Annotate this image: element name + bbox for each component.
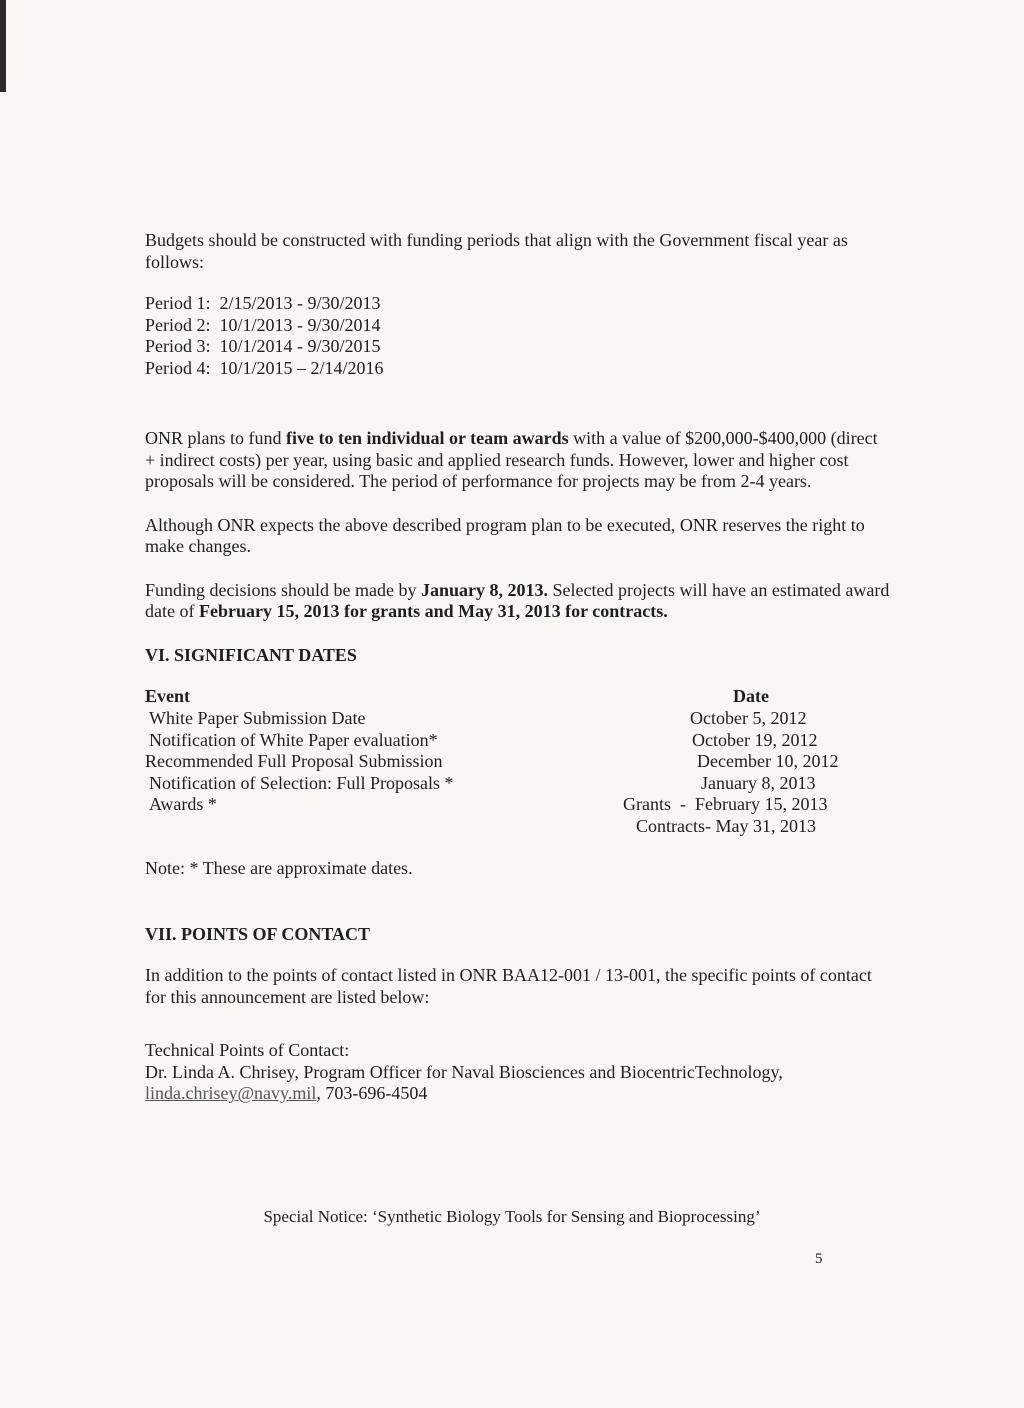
decision-paragraph: Funding decisions should be made by January 8, 2013. Selected projects will have an estimated award date of February 15, 2013 for grants and May 31, 2013 for contracts. [145,579,890,621]
funding-paragraph: ONR plans to fund five to ten individual or team awards with a value of $200,000-$400,000 (direct + indirect costs) per year, using basic and applied research funds. However, lower and higher cost proposals will be considered. The period of performance for projects may be from 2-4 years. [145,428,878,491]
contact-intro: In addition to the points of contact listed in ONR BAA12-001 / 13-001, the specific points of contact for this announcement are listed below: [145,965,872,1007]
table-row: Recommended Full Proposal Submission December 10, 2012 [145,751,839,771]
period-row: Period 2: 10/1/2013 - 9/30/2014 [145,314,381,335]
date-column-header: Date [733,686,769,706]
table-row: Contracts- May 31, 2013 [636,816,816,836]
technical-contact-heading: Technical Points of Contact: [145,1040,350,1060]
document-body [145,230,890,1105]
period-row: Period 1: 2/15/2013 - 9/30/2013 [145,293,381,313]
table-row: White Paper Submission Date October 5, 2012 [149,708,807,728]
email-link[interactable]: linda.chrisey@navy.mil [145,1083,317,1103]
table-row: Awards * Grants - February 15, 2013 [149,794,828,814]
budget-intro: Budgets should be constructed with funding periods that align with the Government fiscal year as follows: [145,230,848,272]
period-list [145,293,890,379]
phone-number: , 703-696-4504 [316,1083,428,1103]
dates-note: Note: * These are approximate dates. [145,858,413,878]
changes-paragraph: Although ONR expects the above described program plan to be executed, ONR reserves the right to make changes. [145,514,865,556]
dates-table [145,686,890,836]
period-row: Period 3: 10/1/2014 - 9/30/2015 [145,336,381,356]
contact-officer: Dr. Linda A. Chrisey, Program Officer for Naval Biosciences and BiocentricTechnology, [145,1061,783,1082]
period-row: Period 4: 10/1/2015 – 2/14/2016 [145,357,384,378]
dates-table-header [145,686,890,708]
page-number: 5 [815,1251,823,1267]
contact-details [145,1083,890,1105]
scan-edge-mark [0,0,6,92]
section-heading-contact: VII. POINTS OF CONTACT [145,923,371,944]
table-row: Notification of White Paper evaluation* October 19, 2012 [149,730,818,750]
special-notice-footer: Special Notice: ‘Synthetic Biology Tools for Sensing and Bioprocessing’ [263,1207,761,1226]
event-column-header: Event [145,686,190,706]
table-row: Notification of Selection: Full Proposals * January 8, 2013 [149,773,816,793]
section-heading-dates: VI. SIGNIFICANT DATES [145,644,357,665]
